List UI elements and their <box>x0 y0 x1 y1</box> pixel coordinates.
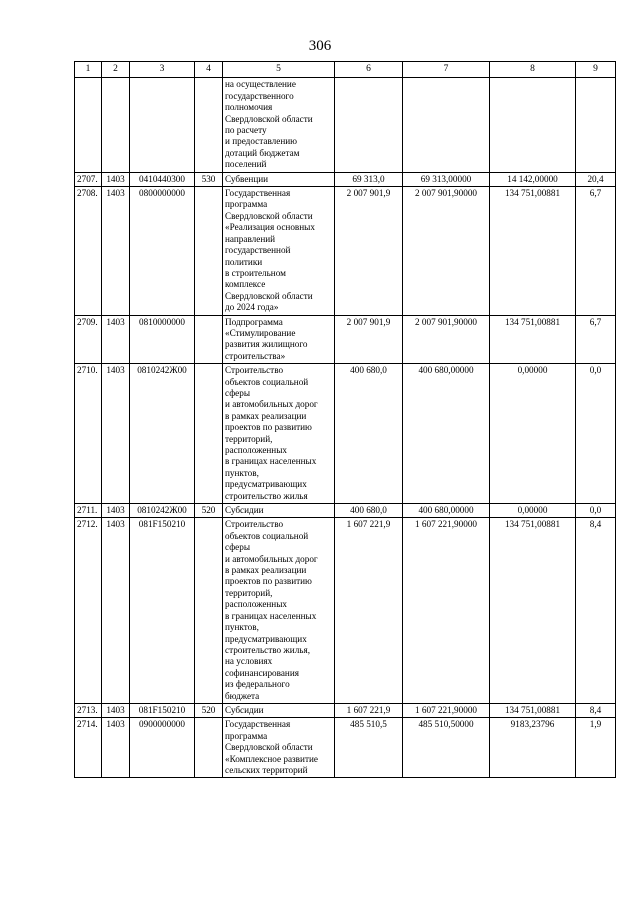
fact-cell <box>490 315 576 364</box>
percent-cell-text: 8,4 <box>589 704 602 715</box>
budget-table <box>74 61 616 778</box>
percent-cell <box>576 187 616 315</box>
name-cell-text: Государственная программа Свердловской области «Комплексное развитие сельских территорий <box>225 719 318 775</box>
percent-cell-text: 1,9 <box>589 719 602 730</box>
plan-cell-text: 2 007 901,9 <box>346 316 391 327</box>
table-header-row <box>75 62 616 78</box>
plan-cell <box>335 364 403 504</box>
type-cell <box>195 364 223 504</box>
section-cell <box>102 187 130 315</box>
table-row <box>75 518 616 704</box>
table-row <box>75 703 616 717</box>
plan-cell <box>335 518 403 704</box>
executed-plan-cell <box>403 364 490 504</box>
section-cell-text: 1403 <box>106 188 125 199</box>
fact-cell <box>490 518 576 704</box>
plan-cell-text: 400 680,0 <box>350 505 387 516</box>
name-cell-text: Субвенции <box>225 173 269 184</box>
section-cell-text: 1403 <box>106 704 125 715</box>
fact-cell <box>490 504 576 518</box>
plan-cell-text: 400 680,0 <box>350 365 387 376</box>
section-cell <box>102 718 130 778</box>
code-cell <box>130 518 195 704</box>
row-number-cell-text: 2713. <box>77 704 98 715</box>
percent-cell <box>576 315 616 364</box>
table-row <box>75 504 616 518</box>
row-number-cell <box>75 518 102 704</box>
type-cell <box>195 718 223 778</box>
header-cell: 3 <box>130 62 195 78</box>
row-number-cell-text: 2707. <box>77 173 98 184</box>
section-cell-text: 1403 <box>106 365 125 376</box>
row-number-cell-text: 2714. <box>77 719 98 730</box>
header-cell: 1 <box>75 62 102 78</box>
executed-plan-cell <box>403 78 490 172</box>
section-cell <box>102 703 130 717</box>
type-cell <box>195 172 223 186</box>
section-cell <box>102 364 130 504</box>
row-number-cell <box>75 172 102 186</box>
row-number-cell <box>75 315 102 364</box>
header-cell: 5 <box>223 62 335 78</box>
name-cell <box>223 172 335 186</box>
row-number-cell-text: 2708. <box>77 188 98 199</box>
row-number-cell-text: 2711. <box>77 505 98 516</box>
table-row <box>75 364 616 504</box>
row-number-cell <box>75 718 102 778</box>
code-cell-text: 0810000000 <box>139 316 185 327</box>
name-cell <box>223 315 335 364</box>
plan-cell <box>335 172 403 186</box>
code-cell <box>130 187 195 315</box>
plan-cell-text: 1 607 221,9 <box>346 704 391 715</box>
code-cell <box>130 703 195 717</box>
plan-cell-text: 485 510,5 <box>350 719 387 730</box>
header-cell: 4 <box>195 62 223 78</box>
fact-cell-text: 14 142,00000 <box>507 173 558 184</box>
percent-cell <box>576 364 616 504</box>
name-cell <box>223 187 335 315</box>
executed-plan-cell-text: 2 007 901,90000 <box>414 188 477 199</box>
fact-cell-text: 0,00000 <box>517 505 548 516</box>
fact-cell-text: 134 751,00881 <box>504 188 561 199</box>
percent-cell <box>576 518 616 704</box>
row-number-cell-text: 2710. <box>77 365 98 376</box>
percent-cell-text: 0,0 <box>589 365 602 376</box>
row-number-cell-text: 2709. <box>77 316 98 327</box>
name-cell-text: Субсидии <box>225 704 264 715</box>
executed-plan-cell-text: 400 680,00000 <box>418 365 474 376</box>
executed-plan-cell-text: 69 313,00000 <box>420 173 472 184</box>
percent-cell <box>576 78 616 172</box>
percent-cell-text: 20,4 <box>587 173 604 184</box>
header-cell: 9 <box>576 62 616 78</box>
code-cell <box>130 315 195 364</box>
percent-cell-text: 0,0 <box>589 505 602 516</box>
header-cell: 7 <box>403 62 490 78</box>
code-cell-text: 0810242Ж00 <box>137 505 187 516</box>
page-number: 306 <box>308 38 332 54</box>
name-cell <box>223 718 335 778</box>
code-cell <box>130 172 195 186</box>
row-number-cell <box>75 504 102 518</box>
section-cell-text: 1403 <box>106 719 125 730</box>
table-row <box>75 172 616 186</box>
section-cell <box>102 315 130 364</box>
percent-cell <box>576 172 616 186</box>
executed-plan-cell <box>403 172 490 186</box>
percent-cell-text: 6,7 <box>589 188 602 199</box>
section-cell <box>102 78 130 172</box>
name-cell-text: на осуществление государственного полномочия Свердловской области по расчету и предоставлению дотаций бюджетам поселений <box>225 79 313 170</box>
section-cell <box>102 504 130 518</box>
code-cell <box>130 718 195 778</box>
section-cell-text: 1403 <box>106 173 125 184</box>
percent-cell-text: 8,4 <box>589 519 602 530</box>
name-cell <box>223 518 335 704</box>
executed-plan-cell-text: 1 607 221,90000 <box>414 519 477 530</box>
section-cell <box>102 518 130 704</box>
row-number-cell-text: 2712. <box>77 519 98 530</box>
fact-cell <box>490 718 576 778</box>
plan-cell <box>335 315 403 364</box>
plan-cell <box>335 187 403 315</box>
table-row <box>75 315 616 364</box>
plan-cell <box>335 504 403 518</box>
fact-cell <box>490 187 576 315</box>
name-cell <box>223 364 335 504</box>
executed-plan-cell-text: 2 007 901,90000 <box>414 316 477 327</box>
section-cell <box>102 172 130 186</box>
fact-cell <box>490 364 576 504</box>
row-number-cell <box>75 187 102 315</box>
executed-plan-cell-text: 400 680,00000 <box>418 505 474 516</box>
table-row <box>75 187 616 315</box>
fact-cell-text: 134 751,00881 <box>504 704 561 715</box>
plan-cell-text: 1 607 221,9 <box>346 519 391 530</box>
row-number-cell <box>75 78 102 172</box>
type-cell-text: 530 <box>201 173 216 184</box>
table-row <box>75 78 616 172</box>
code-cell-text: 0900000000 <box>139 719 185 730</box>
type-cell <box>195 518 223 704</box>
fact-cell <box>490 172 576 186</box>
name-cell <box>223 504 335 518</box>
executed-plan-cell <box>403 718 490 778</box>
percent-cell <box>576 703 616 717</box>
row-number-cell <box>75 364 102 504</box>
type-cell <box>195 187 223 315</box>
type-cell <box>195 315 223 364</box>
row-number-cell <box>75 703 102 717</box>
plan-cell <box>335 78 403 172</box>
executed-plan-cell <box>403 504 490 518</box>
section-cell-text: 1403 <box>106 519 125 530</box>
executed-plan-cell <box>403 187 490 315</box>
section-cell-text: 1403 <box>106 505 125 516</box>
code-cell-text: 081F150210 <box>138 519 186 530</box>
plan-cell-text: 69 313,0 <box>352 173 385 184</box>
name-cell-text: Строительство объектов социальной сферы и автомобильных дорог в рамках реализации проектов по развитию территорий, расположенных в границах населенных пунктов, предусматривающих строительство жилья, на условиях софинансирования из федерального бюджета <box>225 519 318 701</box>
executed-plan-cell <box>403 315 490 364</box>
section-cell-text: 1403 <box>106 316 125 327</box>
name-cell-text: Субсидии <box>225 505 264 516</box>
executed-plan-cell <box>403 518 490 704</box>
code-cell <box>130 364 195 504</box>
plan-cell-text: 2 007 901,9 <box>346 188 391 199</box>
fact-cell <box>490 703 576 717</box>
code-cell <box>130 78 195 172</box>
type-cell <box>195 78 223 172</box>
fact-cell-text: 134 751,00881 <box>504 316 561 327</box>
fact-cell <box>490 78 576 172</box>
type-cell <box>195 703 223 717</box>
plan-cell <box>335 703 403 717</box>
percent-cell <box>576 718 616 778</box>
executed-plan-cell-text: 1 607 221,90000 <box>414 704 477 715</box>
fact-cell-text: 0,00000 <box>517 365 548 376</box>
code-cell-text: 0810242Ж00 <box>137 365 187 376</box>
name-cell-text: Строительство объектов социальной сферы и автомобильных дорог в рамках реализации проектов по развитию территорий, расположенных в границах населенных пунктов, предусматривающих строительство жилья <box>225 365 318 501</box>
name-cell <box>223 78 335 172</box>
code-cell-text: 081F150210 <box>138 704 186 715</box>
name-cell-text: Подпрограмма «Стимулирование развития жилищного строительства» <box>225 316 308 361</box>
type-cell-text: 520 <box>201 505 216 516</box>
code-cell-text: 0800000000 <box>139 188 185 199</box>
executed-plan-cell <box>403 703 490 717</box>
name-cell <box>223 703 335 717</box>
type-cell-text: 520 <box>201 704 216 715</box>
name-cell-text: Государственная программа Свердловской области «Реализация основных направлений государственной политики в строительном комплексе Свердловской области до 2024 года» <box>225 188 315 313</box>
header-cell: 2 <box>102 62 130 78</box>
percent-cell-text: 6,7 <box>589 316 602 327</box>
type-cell <box>195 504 223 518</box>
code-cell <box>130 504 195 518</box>
plan-cell <box>335 718 403 778</box>
table-row <box>75 718 616 778</box>
percent-cell <box>576 504 616 518</box>
executed-plan-cell-text: 485 510,50000 <box>418 719 474 730</box>
header-cell: 8 <box>490 62 576 78</box>
code-cell-text: 0410440300 <box>139 173 185 184</box>
fact-cell-text: 9183,23796 <box>510 719 555 730</box>
header-cell: 6 <box>335 62 403 78</box>
fact-cell-text: 134 751,00881 <box>504 519 561 530</box>
